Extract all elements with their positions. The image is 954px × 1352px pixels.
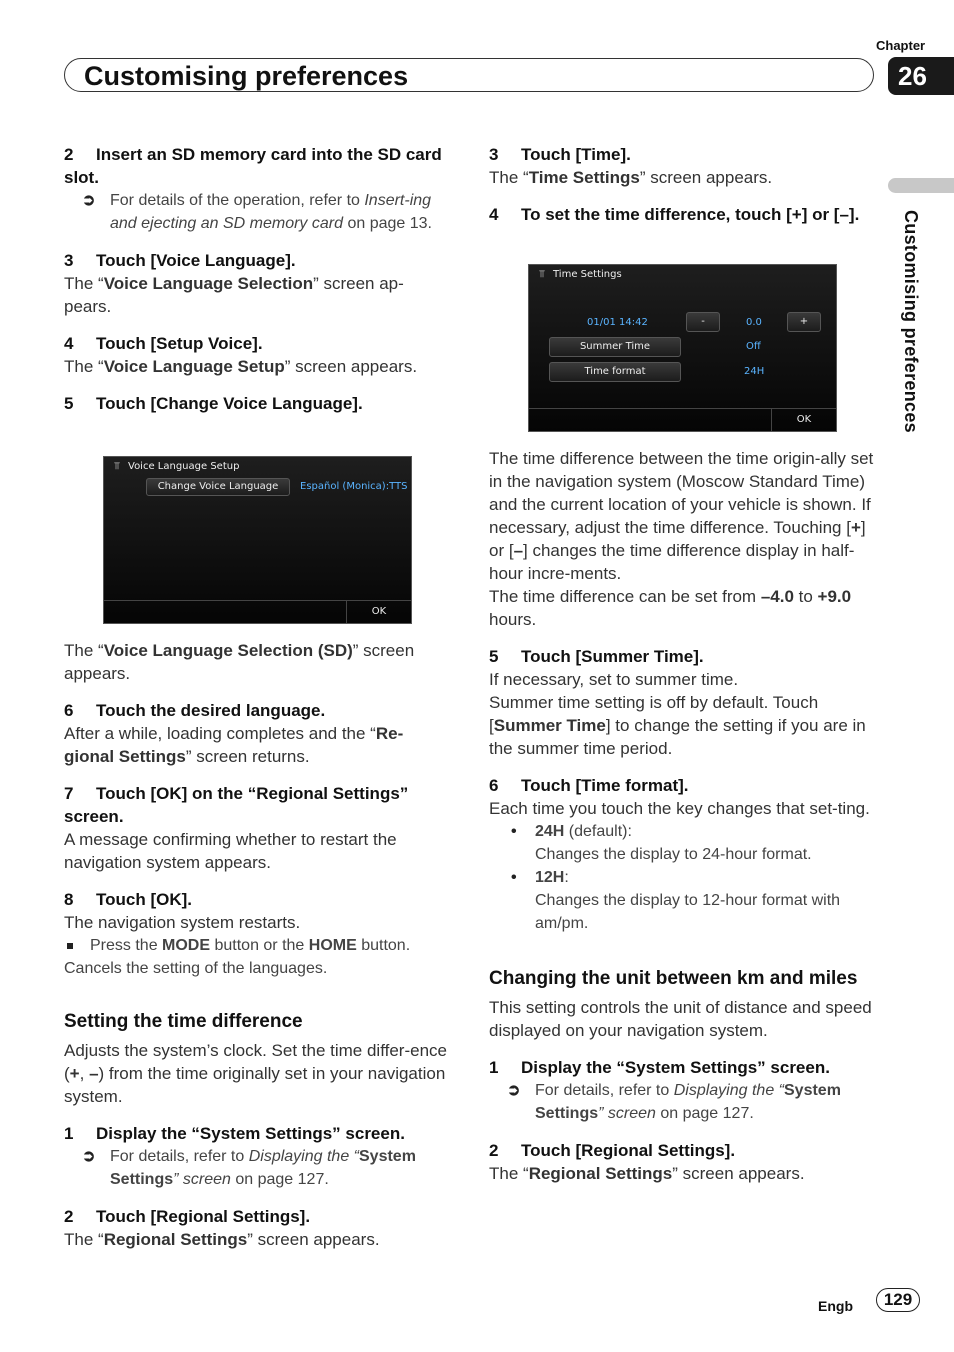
section-heading: Changing the unit between km and miles: [489, 968, 858, 989]
current-voice-value: Español (Monica):TTS: [300, 481, 408, 492]
step-body: The “Voice Language Selection (SD)” screen appears.: [64, 641, 415, 683]
note: ➲ For details of the operation, refer to Insert-ing and ejecting an SD memory card on page 13.: [64, 189, 450, 235]
back-icon: ⫪: [539, 269, 545, 280]
step-heading: 2 Insert an SD memory card into the SD card slot.: [64, 145, 442, 187]
step-heading: 7 Touch [OK] on the “Regional Settings” screen.: [64, 784, 409, 826]
back-icon: ⫪: [114, 461, 120, 472]
time-format-value: 24H: [744, 366, 765, 377]
step-heading: 6 Touch the desired language.: [64, 701, 326, 720]
minus-button[interactable]: -: [686, 312, 720, 332]
clock-display: 01/01 14:42: [587, 317, 648, 328]
bullet-dot-icon: •: [511, 823, 517, 840]
screen-title: Time Settings: [553, 269, 622, 280]
bullet-item: Press the MODE button or the HOME button.: [64, 934, 450, 957]
step-heading: 3 Touch [Time].: [489, 145, 631, 164]
step-body: The “Voice Language Setup” screen appears.: [64, 357, 418, 376]
body-paragraph: The time difference between the time origin-ally set in the navigation system (Moscow Standard Time) and the current location of your vehicle is shown. If necessary, adjust the time difference. Touching [+] or [–] changes the time difference display in half-hour incre-ments.: [489, 449, 874, 583]
step-body: Cancels the setting of the languages.: [64, 960, 328, 977]
step-body: If necessary, set to summer time.: [489, 670, 739, 689]
section-body: Adjusts the system’s clock. Set the time differ-ence (+, –) from the time originally set in your navigation system.: [64, 1041, 447, 1106]
change-voice-language-button[interactable]: Change Voice Language: [146, 478, 290, 496]
arrow-icon: ➲: [82, 192, 96, 209]
section-body: This setting controls the unit of distance and speed displayed on your navigation system.: [489, 998, 872, 1040]
step-body: Each time you touch the key changes that set-ting.: [489, 799, 870, 818]
step-heading: 1 Display the “System Settings” screen.: [64, 1124, 405, 1143]
note: ➲ For details, refer to Displaying the “System Settings” screen on page 127.: [489, 1079, 875, 1125]
step-heading: 5 Touch [Change Voice Language].: [64, 394, 363, 413]
chapter-label: Chapter: [876, 38, 926, 53]
section-heading: Setting the time difference: [64, 1011, 303, 1032]
right-column: [489, 143, 875, 226]
step-body: A message confirming whether to restart the navigation system appears.: [64, 830, 397, 872]
step-body: The “Time Settings” screen appears.: [489, 168, 773, 187]
step-heading: 2 Touch [Regional Settings].: [64, 1207, 311, 1226]
summer-time-button[interactable]: Summer Time: [549, 337, 681, 357]
time-format-button[interactable]: Time format: [549, 362, 681, 382]
page-title: Customising preferences: [84, 61, 409, 91]
step-heading: 1 Display the “System Settings” screen.: [489, 1058, 830, 1077]
arrow-icon: ➲: [82, 1148, 96, 1165]
body-paragraph: The time difference can be set from –4.0 to +9.0 hours.: [489, 587, 852, 629]
step-body: After a while, loading completes and the “Re-gional Settings” screen returns.: [64, 724, 404, 766]
right-column-lower: [489, 447, 875, 1185]
note: ➲ For details, refer to Displaying the “System Settings” screen on page 127.: [64, 1145, 450, 1191]
step-body: The “Regional Settings” screen appears.: [64, 1230, 380, 1249]
left-column: [64, 143, 450, 415]
voice-language-setup-screenshot: [103, 456, 412, 624]
screen-title: Voice Language Setup: [128, 461, 240, 472]
step-heading: 8 Touch [OK].: [64, 890, 192, 909]
page-number: 129: [876, 1288, 920, 1312]
left-column-lower: [64, 639, 450, 1251]
chapter-number: 26: [888, 57, 954, 95]
square-bullet-icon: [67, 943, 73, 949]
language-code: Engb: [818, 1298, 853, 1314]
step-body: Summer time setting is off by default. Touch [Summer Time] to change the setting if you are in the summer time period.: [489, 693, 866, 758]
plus-button[interactable]: +: [787, 312, 821, 332]
step-heading: 3 Touch [Voice Language].: [64, 251, 296, 270]
step-heading: 2 Touch [Regional Settings].: [489, 1141, 736, 1160]
arrow-icon: ➲: [507, 1082, 521, 1099]
bullet-dot-icon: •: [511, 869, 517, 886]
step-heading: 4 Touch [Setup Voice].: [64, 334, 263, 353]
step-body: The “Regional Settings” screen appears.: [489, 1164, 805, 1183]
side-tab-marker: [888, 178, 954, 193]
time-difference-value: 0.0: [746, 317, 762, 328]
bullet-item: • 12H: Changes the display to 12-hour format with am/pm.: [489, 866, 875, 935]
bullet-item: • 24H (default): Changes the display to 24-hour format.: [489, 820, 875, 866]
step-heading: 5 Touch [Summer Time].: [489, 647, 704, 666]
step-body: The “Voice Language Selection” screen ap-pears.: [64, 274, 404, 316]
step-body: The navigation system restarts.: [64, 913, 301, 932]
step-heading: 4 To set the time difference, touch [+] or [–].: [489, 205, 860, 224]
ok-button[interactable]: OK: [346, 601, 411, 623]
time-settings-screenshot: [528, 264, 837, 432]
ok-button[interactable]: OK: [771, 409, 836, 431]
side-section-label: Customising preferences: [901, 210, 921, 433]
step-heading: 6 Touch [Time format].: [489, 776, 689, 795]
summer-time-value: Off: [746, 341, 761, 352]
